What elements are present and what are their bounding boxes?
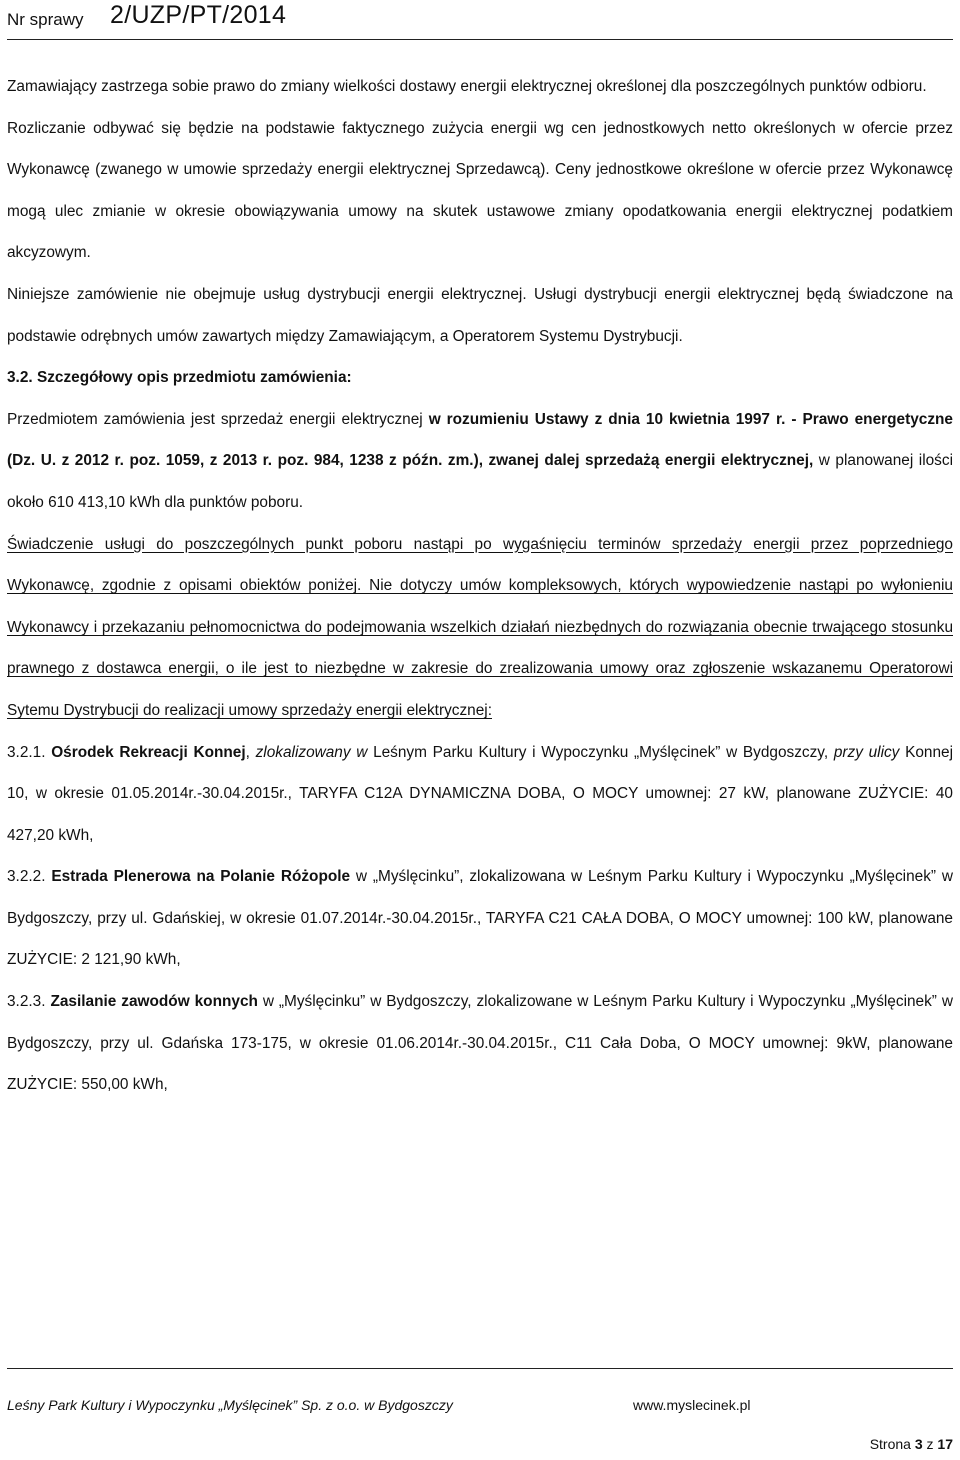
page-prefix: Strona bbox=[869, 1436, 915, 1452]
page-footer bbox=[7, 1368, 953, 1428]
paragraph-delivery-change: Zamawiający zastrzega sobie prawo do zmiany wielkości dostawy energii elektrycznej określonej dla poszczególnych punktów odbioru. bbox=[7, 78, 927, 95]
section-3-2-title: 3.2. Szczegółowy opis przedmiotu zamówienia: bbox=[7, 369, 352, 387]
document-body bbox=[7, 66, 953, 1106]
item-italic-location: zlokalizowany w bbox=[255, 743, 368, 761]
item-text: Leśnym Parku Kultury i Wypoczynku „Myślęcinek” w Bydgoszczy, bbox=[367, 743, 834, 761]
subject-quantity: w planowanej ilości około 610 413,10 kWh dla punktów poboru. bbox=[7, 452, 953, 511]
footer-website-link[interactable]: www.myslecinek.pl bbox=[633, 1397, 751, 1413]
item-3-2-2 bbox=[7, 856, 953, 981]
page-current: 3 bbox=[914, 1436, 923, 1452]
item-3-2-1 bbox=[7, 732, 953, 857]
item-name: Zasilanie zawodów konnych bbox=[50, 993, 258, 1011]
paragraph-settlement: Rozliczanie odbywać się będzie na podstawie faktycznego zużycia energii wg cen jednostkowych netto określonych w ofercie przez Wykonawcę (zwanego w umowie sprzedaży energii elektrycznej Sprzedawcą). Ceny jednostkowe określone w ofercie przez Wykonawcę mogą ulec zmianie w okresie obowiązywania umowy na skutek ustawowe zmiany opodatkowania energii elektrycznej podatkiem akcyzowym. bbox=[7, 119, 953, 262]
page-number bbox=[870, 1436, 953, 1452]
item-text: w „Myślęcinku” w Bydgoszczy, zlokalizowane w Leśnym Parku Kultury i Wypoczynku „Myślęcinek” w Bydgoszczy, przy ul. Gdańska 173-175, w okresie 01.06.2014r.-30.04.2015r., C11 Cała Doba, O MOCY umownej: 9kW, planowane ZUŻYCIE: 550,00 kWh, bbox=[7, 993, 953, 1094]
item-name: Estrada Plenerowa na Polanie Różopole bbox=[51, 868, 351, 886]
page-total: 17 bbox=[937, 1436, 953, 1452]
item-number: 3.2.1. bbox=[7, 743, 52, 761]
item-italic-street: przy ulicy bbox=[833, 743, 900, 761]
section-3-2-heading bbox=[7, 357, 953, 399]
case-number: 2/UZP/PT/2014 bbox=[110, 1, 287, 29]
item-text: Konnej 10, w okresie 01.05.2014r.-30.04.2015r., TARYFA C12A DYNAMICZNA DOBA, O MOCY umownej: 27 kW, planowane ZUŻYCIE: 40 427,20 kWh, bbox=[7, 743, 954, 844]
case-number-label: Nr sprawy bbox=[7, 10, 84, 29]
item-number: 3.2.3. bbox=[7, 993, 51, 1011]
paragraph-distribution: Niniejsze zamówienie nie obejmuje usług dystrybucji energii elektrycznej. Usługi dystrybucji energii elektrycznej będą świadczone na podstawie odrębnych umów zawartych między Zamawiającym, a Operatorem Systemu Dystrybucji. bbox=[7, 285, 953, 345]
footer-organization: Leśny Park Kultury i Wypoczynku „Myślęcinek” Sp. z o.o. w Bydgoszczy bbox=[7, 1397, 453, 1413]
item-number: 3.2.2. bbox=[7, 868, 52, 886]
item-name: Ośrodek Rekreacji Konnej bbox=[51, 743, 246, 761]
subject-legal-basis: w rozumieniu Ustawy z dnia 10 kwietnia 1997 r. - Prawo energetyczne (Dz. U. z 2012 r. poz. 1059, z 2013 r. poz. 984, 1238 z późn. zm.), zwanej dalej sprzedażą energii elektrycznej, bbox=[7, 410, 953, 470]
page-header bbox=[7, 0, 953, 40]
page-separator: z bbox=[922, 1436, 938, 1452]
subject-text: Przedmiotem zamówienia jest sprzedaż energii elektrycznej bbox=[7, 410, 429, 428]
item-text: , bbox=[245, 743, 256, 761]
paragraph-subject bbox=[7, 399, 953, 524]
paragraph-service-start: Świadczenie usługi do poszczególnych punkt poboru nastąpi po wygaśnięciu terminów sprzedaży energii przez poprzedniego Wykonawcę, zgodnie z opisami obiektów poniżej. Nie dotyczy umów kompleksowych, których wypowiedzenie nastąpi po wyłonieniu Wykonawcy i przekazaniu pełnomocnictwa do podejmowania wszelkich działań niezbędnych do rozwiązania obecnie trwającego stosunku prawnego z dostawca energii, o ile jest to niezbędne w zakresie do zrealizowania umowy oraz zgłoszenie wskazanemu Operatorowi Sytemu Dystrybucji do realizacji umowy sprzedaży energii elektrycznej: bbox=[7, 535, 953, 719]
item-3-2-3 bbox=[7, 981, 953, 1106]
item-text: w „Myślęcinku”, zlokalizowana w Leśnym Parku Kultury i Wypoczynku „Myślęcinek” w Bydgoszczy, przy ul. Gdańskiej, w okresie 01.07.2014r.-30.04.2015r., TARYFA C21 CAŁA DOBA, O MOCY umownej: 100 kW, planowane ZUŻYCIE: 2 121,90 kWh, bbox=[7, 868, 953, 969]
